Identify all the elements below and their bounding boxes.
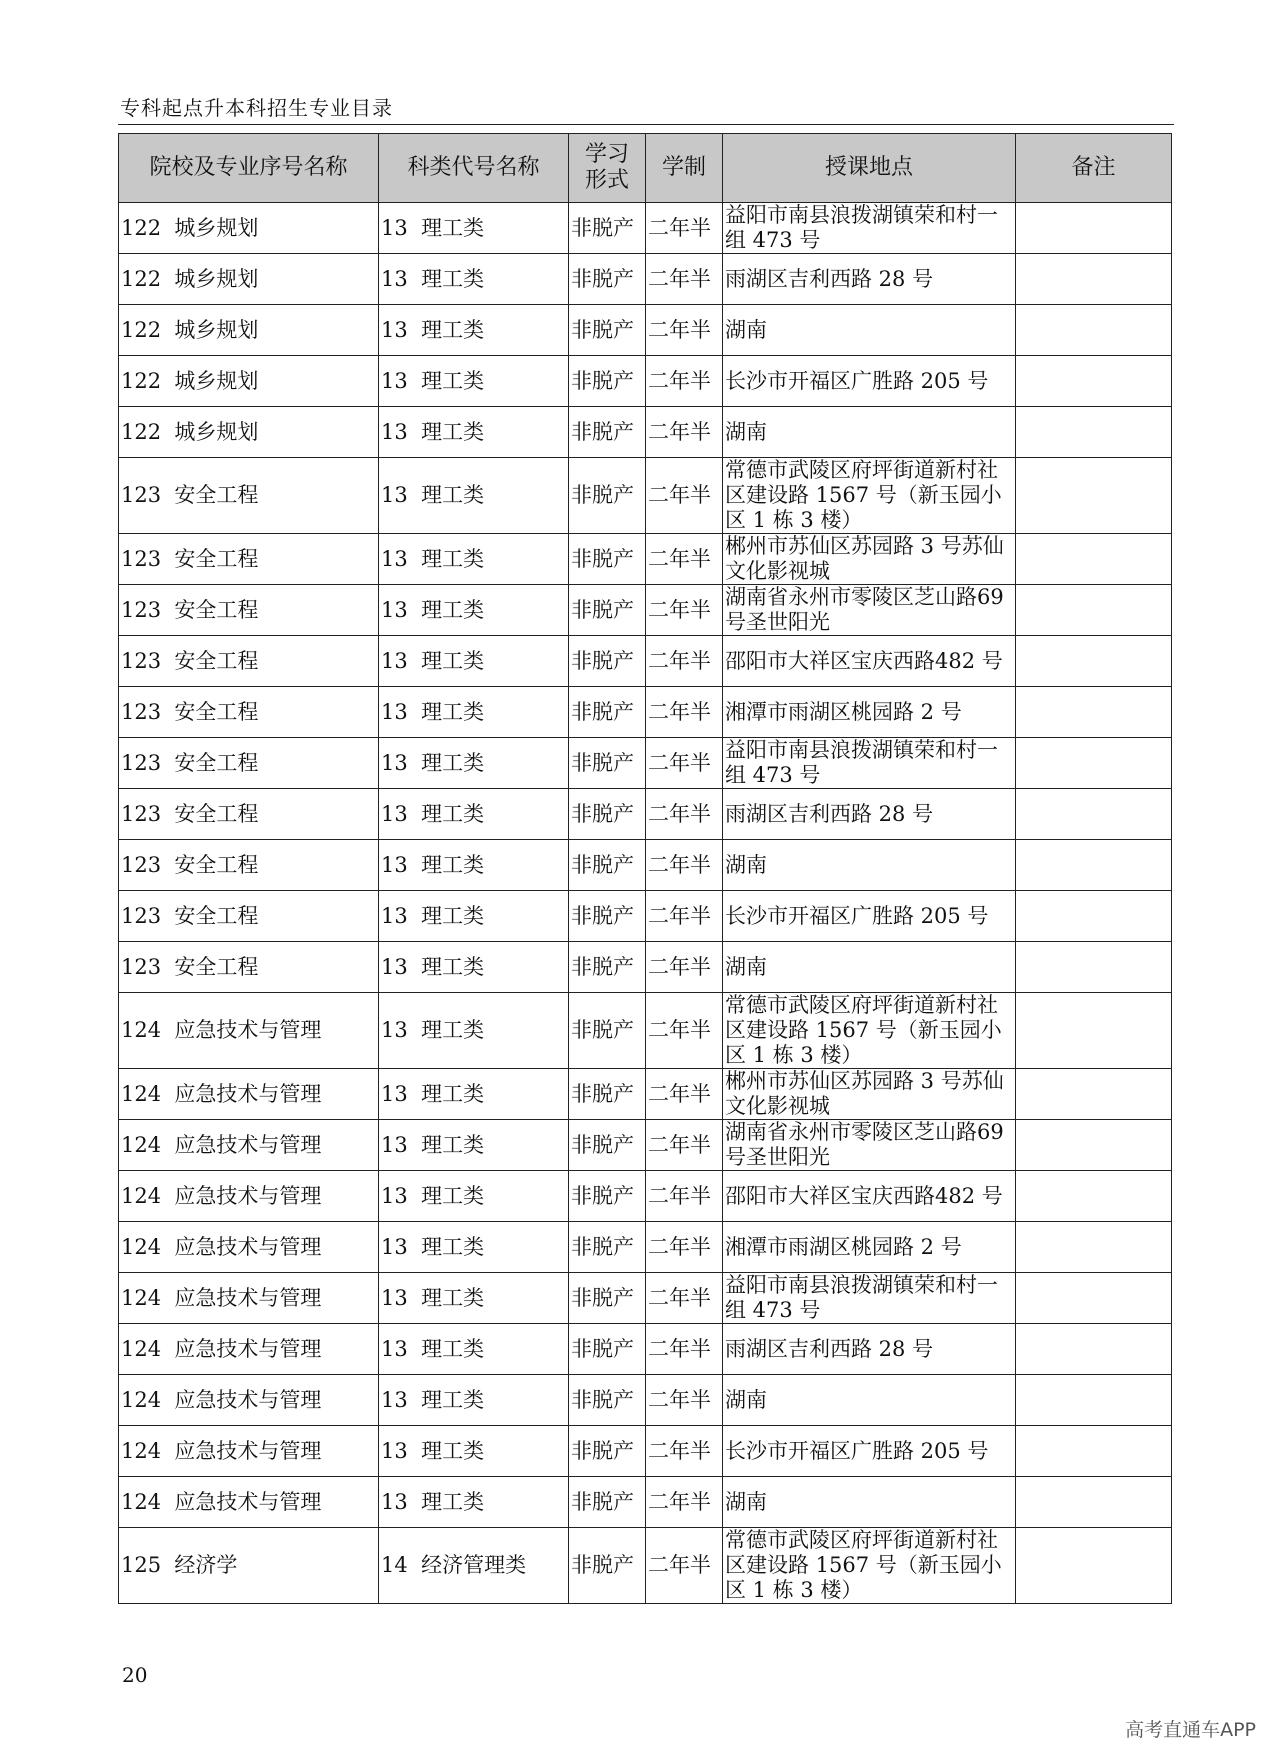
category-cell: 13 理工类 bbox=[379, 407, 569, 458]
major-cell: 123 安全工程 bbox=[119, 636, 379, 687]
study-form-cell: 非脱产 bbox=[569, 1477, 646, 1528]
note-cell bbox=[1016, 1120, 1172, 1171]
duration-cell: 二年半 bbox=[646, 1120, 723, 1171]
major-cell: 123 安全工程 bbox=[119, 585, 379, 636]
duration-cell: 二年半 bbox=[646, 840, 723, 891]
location-cell: 雨湖区吉利西路 28 号 bbox=[723, 1324, 1016, 1375]
table-row bbox=[119, 1222, 1172, 1273]
study-form-cell: 非脱产 bbox=[569, 1426, 646, 1477]
major-cell: 122 城乡规划 bbox=[119, 407, 379, 458]
duration-cell: 二年半 bbox=[646, 789, 723, 840]
note-cell bbox=[1016, 891, 1172, 942]
major-cell: 123 安全工程 bbox=[119, 534, 379, 585]
note-cell bbox=[1016, 407, 1172, 458]
study-form-cell: 非脱产 bbox=[569, 891, 646, 942]
duration-cell: 二年半 bbox=[646, 738, 723, 789]
major-cell: 124 应急技术与管理 bbox=[119, 1375, 379, 1426]
enrollment-catalog-table bbox=[118, 133, 1172, 1604]
study-form-cell: 非脱产 bbox=[569, 636, 646, 687]
table-row bbox=[119, 738, 1172, 789]
duration-cell: 二年半 bbox=[646, 1375, 723, 1426]
table-row bbox=[119, 993, 1172, 1069]
study-form-cell: 非脱产 bbox=[569, 305, 646, 356]
duration-cell: 二年半 bbox=[646, 1477, 723, 1528]
location-cell: 湖南 bbox=[723, 305, 1016, 356]
table-row bbox=[119, 305, 1172, 356]
table-row bbox=[119, 942, 1172, 993]
location-cell: 长沙市开福区广胜路 205 号 bbox=[723, 1426, 1016, 1477]
study-form-cell: 非脱产 bbox=[569, 254, 646, 305]
note-cell bbox=[1016, 738, 1172, 789]
location-cell: 益阳市南县浪拨湖镇荣和村一组 473 号 bbox=[723, 203, 1016, 254]
location-cell: 雨湖区吉利西路 28 号 bbox=[723, 789, 1016, 840]
note-cell bbox=[1016, 687, 1172, 738]
study-form-cell: 非脱产 bbox=[569, 993, 646, 1069]
major-cell: 123 安全工程 bbox=[119, 738, 379, 789]
table-row bbox=[119, 1375, 1172, 1426]
note-cell bbox=[1016, 1375, 1172, 1426]
major-cell: 122 城乡规划 bbox=[119, 203, 379, 254]
study-form-cell: 非脱产 bbox=[569, 1324, 646, 1375]
category-cell: 13 理工类 bbox=[379, 942, 569, 993]
location-cell: 益阳市南县浪拨湖镇荣和村一组 473 号 bbox=[723, 738, 1016, 789]
major-cell: 123 安全工程 bbox=[119, 687, 379, 738]
table-body bbox=[119, 203, 1172, 1604]
location-cell: 湖南 bbox=[723, 407, 1016, 458]
location-cell: 湖南省永州市零陵区芝山路69 号圣世阳光 bbox=[723, 1120, 1016, 1171]
note-cell bbox=[1016, 585, 1172, 636]
study-form-cell: 非脱产 bbox=[569, 458, 646, 534]
major-cell: 124 应急技术与管理 bbox=[119, 993, 379, 1069]
study-form-cell: 非脱产 bbox=[569, 1375, 646, 1426]
major-cell: 124 应急技术与管理 bbox=[119, 1324, 379, 1375]
duration-cell: 二年半 bbox=[646, 1069, 723, 1120]
major-cell: 124 应急技术与管理 bbox=[119, 1477, 379, 1528]
location-cell: 邵阳市大祥区宝庆西路482 号 bbox=[723, 636, 1016, 687]
major-cell: 124 应急技术与管理 bbox=[119, 1426, 379, 1477]
note-cell bbox=[1016, 356, 1172, 407]
category-cell: 14 经济管理类 bbox=[379, 1528, 569, 1604]
study-form-cell: 非脱产 bbox=[569, 534, 646, 585]
category-cell: 13 理工类 bbox=[379, 1324, 569, 1375]
location-cell: 常德市武陵区府坪街道新村社区建设路 1567 号（新玉园小区 1 栋 3 楼） bbox=[723, 993, 1016, 1069]
major-cell: 124 应急技术与管理 bbox=[119, 1069, 379, 1120]
table-row bbox=[119, 789, 1172, 840]
study-form-cell: 非脱产 bbox=[569, 1528, 646, 1604]
location-cell: 湖南 bbox=[723, 840, 1016, 891]
category-cell: 13 理工类 bbox=[379, 1477, 569, 1528]
note-cell bbox=[1016, 1273, 1172, 1324]
category-cell: 13 理工类 bbox=[379, 1222, 569, 1273]
study-form-cell: 非脱产 bbox=[569, 1120, 646, 1171]
note-cell bbox=[1016, 1069, 1172, 1120]
note-cell bbox=[1016, 840, 1172, 891]
table-row bbox=[119, 1528, 1172, 1604]
major-cell: 124 应急技术与管理 bbox=[119, 1120, 379, 1171]
study-form-cell: 非脱产 bbox=[569, 840, 646, 891]
column-header-study-form: 学习 形式 bbox=[569, 134, 646, 203]
table-row bbox=[119, 636, 1172, 687]
category-cell: 13 理工类 bbox=[379, 305, 569, 356]
location-cell: 湘潭市雨湖区桃园路 2 号 bbox=[723, 687, 1016, 738]
category-cell: 13 理工类 bbox=[379, 1120, 569, 1171]
table-row bbox=[119, 1426, 1172, 1477]
category-cell: 13 理工类 bbox=[379, 840, 569, 891]
note-cell bbox=[1016, 993, 1172, 1069]
note-cell bbox=[1016, 1477, 1172, 1528]
note-cell bbox=[1016, 942, 1172, 993]
duration-cell: 二年半 bbox=[646, 356, 723, 407]
category-cell: 13 理工类 bbox=[379, 1069, 569, 1120]
major-cell: 122 城乡规划 bbox=[119, 356, 379, 407]
table-row bbox=[119, 1324, 1172, 1375]
major-cell: 122 城乡规划 bbox=[119, 254, 379, 305]
table-row bbox=[119, 687, 1172, 738]
major-cell: 123 安全工程 bbox=[119, 891, 379, 942]
note-cell bbox=[1016, 1171, 1172, 1222]
location-cell: 长沙市开福区广胜路 205 号 bbox=[723, 891, 1016, 942]
category-cell: 13 理工类 bbox=[379, 356, 569, 407]
table-row bbox=[119, 1120, 1172, 1171]
column-header-note: 备注 bbox=[1016, 134, 1172, 203]
table-row bbox=[119, 203, 1172, 254]
column-header-category: 科类代号名称 bbox=[379, 134, 569, 203]
major-cell: 125 经济学 bbox=[119, 1528, 379, 1604]
location-cell: 常德市武陵区府坪街道新村社区建设路 1567 号（新玉园小区 1 栋 3 楼） bbox=[723, 1528, 1016, 1604]
table-row bbox=[119, 840, 1172, 891]
note-cell bbox=[1016, 1222, 1172, 1273]
note-cell bbox=[1016, 305, 1172, 356]
category-cell: 13 理工类 bbox=[379, 458, 569, 534]
major-cell: 122 城乡规划 bbox=[119, 305, 379, 356]
category-cell: 13 理工类 bbox=[379, 789, 569, 840]
category-cell: 13 理工类 bbox=[379, 738, 569, 789]
duration-cell: 二年半 bbox=[646, 687, 723, 738]
study-form-cell: 非脱产 bbox=[569, 942, 646, 993]
location-cell: 湖南省永州市零陵区芝山路69 号圣世阳光 bbox=[723, 585, 1016, 636]
duration-cell: 二年半 bbox=[646, 203, 723, 254]
study-form-cell: 非脱产 bbox=[569, 585, 646, 636]
page-number: 20 bbox=[122, 1663, 148, 1687]
document-header: 专科起点升本科招生专业目录 bbox=[120, 96, 393, 120]
category-cell: 13 理工类 bbox=[379, 636, 569, 687]
duration-cell: 二年半 bbox=[646, 942, 723, 993]
location-cell: 湘潭市雨湖区桃园路 2 号 bbox=[723, 1222, 1016, 1273]
table-row bbox=[119, 254, 1172, 305]
table-row bbox=[119, 1477, 1172, 1528]
column-header-duration: 学制 bbox=[646, 134, 723, 203]
duration-cell: 二年半 bbox=[646, 1222, 723, 1273]
column-header-location: 授课地点 bbox=[723, 134, 1016, 203]
major-cell: 124 应急技术与管理 bbox=[119, 1222, 379, 1273]
note-cell bbox=[1016, 458, 1172, 534]
major-cell: 124 应急技术与管理 bbox=[119, 1171, 379, 1222]
location-cell: 郴州市苏仙区苏园路 3 号苏仙文化影视城 bbox=[723, 534, 1016, 585]
note-cell bbox=[1016, 534, 1172, 585]
table-row bbox=[119, 356, 1172, 407]
study-form-cell: 非脱产 bbox=[569, 1222, 646, 1273]
study-form-cell: 非脱产 bbox=[569, 687, 646, 738]
note-cell bbox=[1016, 1528, 1172, 1604]
category-cell: 13 理工类 bbox=[379, 254, 569, 305]
location-cell: 常德市武陵区府坪街道新村社区建设路 1567 号（新玉园小区 1 栋 3 楼） bbox=[723, 458, 1016, 534]
category-cell: 13 理工类 bbox=[379, 585, 569, 636]
study-form-cell: 非脱产 bbox=[569, 356, 646, 407]
location-cell: 湖南 bbox=[723, 942, 1016, 993]
table-row bbox=[119, 458, 1172, 534]
note-cell bbox=[1016, 254, 1172, 305]
table-row bbox=[119, 1069, 1172, 1120]
category-cell: 13 理工类 bbox=[379, 891, 569, 942]
header-divider bbox=[118, 124, 1174, 125]
location-cell: 湖南 bbox=[723, 1477, 1016, 1528]
note-cell bbox=[1016, 1426, 1172, 1477]
study-form-cell: 非脱产 bbox=[569, 1171, 646, 1222]
category-cell: 13 理工类 bbox=[379, 1273, 569, 1324]
duration-cell: 二年半 bbox=[646, 891, 723, 942]
major-cell: 123 安全工程 bbox=[119, 789, 379, 840]
duration-cell: 二年半 bbox=[646, 636, 723, 687]
location-cell: 郴州市苏仙区苏园路 3 号苏仙文化影视城 bbox=[723, 1069, 1016, 1120]
study-form-cell: 非脱产 bbox=[569, 1069, 646, 1120]
duration-cell: 二年半 bbox=[646, 1426, 723, 1477]
duration-cell: 二年半 bbox=[646, 1273, 723, 1324]
location-cell: 长沙市开福区广胜路 205 号 bbox=[723, 356, 1016, 407]
major-cell: 124 应急技术与管理 bbox=[119, 1273, 379, 1324]
duration-cell: 二年半 bbox=[646, 305, 723, 356]
column-header-major: 院校及专业序号名称 bbox=[119, 134, 379, 203]
duration-cell: 二年半 bbox=[646, 993, 723, 1069]
location-cell: 湖南 bbox=[723, 1375, 1016, 1426]
watermark: 高考直通车APP bbox=[1125, 1719, 1256, 1741]
table-row bbox=[119, 534, 1172, 585]
study-form-cell: 非脱产 bbox=[569, 789, 646, 840]
category-cell: 13 理工类 bbox=[379, 534, 569, 585]
note-cell bbox=[1016, 203, 1172, 254]
category-cell: 13 理工类 bbox=[379, 203, 569, 254]
category-cell: 13 理工类 bbox=[379, 687, 569, 738]
category-cell: 13 理工类 bbox=[379, 1171, 569, 1222]
study-form-cell: 非脱产 bbox=[569, 1273, 646, 1324]
major-cell: 123 安全工程 bbox=[119, 942, 379, 993]
study-form-cell: 非脱产 bbox=[569, 203, 646, 254]
table-row bbox=[119, 891, 1172, 942]
table-row bbox=[119, 1171, 1172, 1222]
duration-cell: 二年半 bbox=[646, 1171, 723, 1222]
category-cell: 13 理工类 bbox=[379, 1375, 569, 1426]
note-cell bbox=[1016, 789, 1172, 840]
table-header bbox=[119, 134, 1172, 203]
study-form-cell: 非脱产 bbox=[569, 738, 646, 789]
duration-cell: 二年半 bbox=[646, 1528, 723, 1604]
duration-cell: 二年半 bbox=[646, 585, 723, 636]
location-cell: 邵阳市大祥区宝庆西路482 号 bbox=[723, 1171, 1016, 1222]
duration-cell: 二年半 bbox=[646, 407, 723, 458]
category-cell: 13 理工类 bbox=[379, 993, 569, 1069]
category-cell: 13 理工类 bbox=[379, 1426, 569, 1477]
location-cell: 益阳市南县浪拨湖镇荣和村一组 473 号 bbox=[723, 1273, 1016, 1324]
table-header-row bbox=[119, 134, 1172, 203]
study-form-cell: 非脱产 bbox=[569, 407, 646, 458]
table-row bbox=[119, 1273, 1172, 1324]
duration-cell: 二年半 bbox=[646, 534, 723, 585]
table-row bbox=[119, 407, 1172, 458]
duration-cell: 二年半 bbox=[646, 1324, 723, 1375]
note-cell bbox=[1016, 1324, 1172, 1375]
note-cell bbox=[1016, 636, 1172, 687]
major-cell: 123 安全工程 bbox=[119, 840, 379, 891]
location-cell: 雨湖区吉利西路 28 号 bbox=[723, 254, 1016, 305]
duration-cell: 二年半 bbox=[646, 458, 723, 534]
table-row bbox=[119, 585, 1172, 636]
major-cell: 123 安全工程 bbox=[119, 458, 379, 534]
duration-cell: 二年半 bbox=[646, 254, 723, 305]
